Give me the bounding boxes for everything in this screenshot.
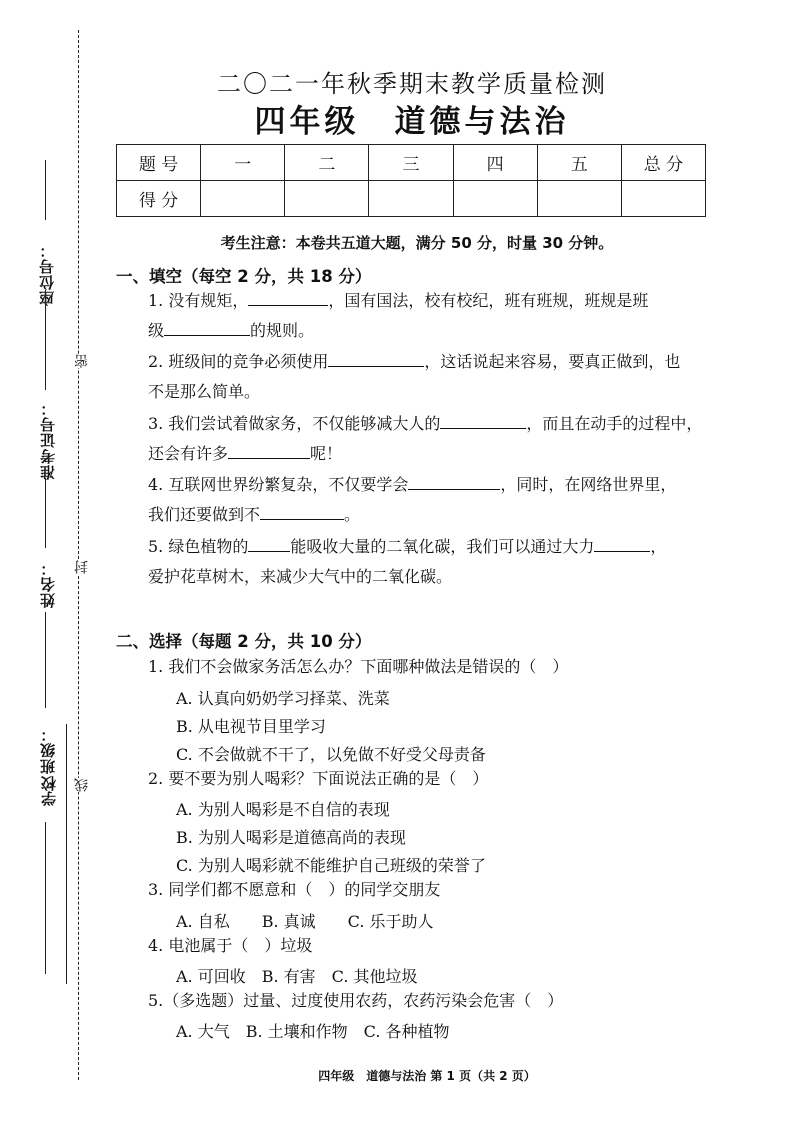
q3-text-b: ，而且在动手的过程中， — [526, 414, 703, 433]
seal-char-mi: 密 — [74, 354, 90, 368]
choice-4-options[interactable]: A. 可回收 B. 有害 C. 其他垃圾 — [176, 967, 418, 986]
school-label: 学校 — [40, 776, 58, 806]
fill-question-3 — [148, 409, 708, 469]
q5-text-d: 爱护花草树木，来减少大气中的二氧化碳。 — [148, 567, 453, 586]
score-header-cell: 四 — [453, 145, 537, 181]
school-rule — [66, 724, 67, 984]
choice-1-option-b[interactable]: B. 从电视节目里学习 — [176, 717, 326, 736]
q1-blank-2[interactable] — [164, 317, 250, 336]
q1-text-c: 级 — [148, 321, 165, 340]
score-header-cell: 五 — [537, 145, 621, 181]
exam-title: 四年级 道德与法治 — [254, 104, 570, 140]
choice-question-4: 4. 电池属于（ ）垃圾 — [148, 936, 313, 955]
name-rule — [45, 612, 46, 708]
choice-1-option-c[interactable]: C. 不会做就不干了，以免做不好受父母责备 — [176, 745, 486, 764]
choice-5-options[interactable]: A. 大气 B. 土壤和作物 C. 各种植物 — [176, 1022, 450, 1041]
seat-number-label: 座位号： — [38, 242, 56, 306]
q3-text-c: 还会有许多 — [148, 444, 229, 463]
score-cell[interactable] — [285, 181, 369, 217]
score-header-cell: 一 — [201, 145, 285, 181]
score-cell[interactable] — [621, 181, 705, 217]
q4-text-c: 我们还要做到不 — [148, 505, 261, 524]
choice-question-1: 1. 我们不会做家务活怎么办？下面哪种做法是错误的（ ） — [148, 657, 569, 676]
q2-text-c: 不是那么简单。 — [148, 382, 261, 401]
score-header-cell: 三 — [369, 145, 453, 181]
exam-number-rule — [45, 478, 46, 548]
choice-question-2: 2. 要不要为别人喝彩？下面说法正确的是（ ） — [148, 769, 489, 788]
choice-3-options[interactable]: A. 自私 B. 真诚 C. 乐于助人 — [176, 912, 434, 931]
q1-text-a: 1. 没有规矩， — [148, 291, 249, 310]
class-rule — [45, 822, 46, 974]
q3-text-d: 呢！ — [310, 444, 343, 463]
q5-blank-1[interactable] — [248, 533, 290, 552]
q3-blank-1[interactable] — [440, 410, 526, 429]
score-cell[interactable] — [537, 181, 621, 217]
q4-text-d: 。 — [344, 505, 361, 524]
score-cell[interactable] — [369, 181, 453, 217]
q2-text-b: ，这话说起来容易，要真正做到，也 — [424, 352, 681, 371]
q5-text-c: ， — [650, 537, 667, 556]
fill-question-2 — [148, 347, 708, 407]
exam-notice: 考生注意：本卷共五道大题，满分 50 分，时量 30 分钟。 — [220, 234, 614, 252]
choice-question-5: 5.（多选题）过量、过度使用农药，农药污染会危害（ ） — [148, 991, 564, 1010]
q5-text-a: 5. 绿色植物的 — [148, 537, 249, 556]
q2-text-a: 2. 班级间的竞争必须使用 — [148, 352, 329, 371]
binding-dashed-line — [78, 30, 79, 1080]
score-table-header-row — [117, 145, 706, 181]
q4-blank-1[interactable] — [408, 471, 500, 490]
seat-number-rule — [45, 160, 46, 220]
seal-char-xian: 线 — [74, 778, 90, 792]
q3-text-a: 3. 我们尝试着做家务，不仅能够减大人的 — [148, 414, 441, 433]
seat-to-exam-rule — [45, 290, 46, 390]
choice-1-option-a[interactable]: A. 认真向奶奶学习择菜、洗菜 — [176, 689, 390, 708]
q5-text-b: 能吸收大量的二氧化碳，我们可以通过大力 — [290, 537, 595, 556]
q3-blank-2[interactable] — [228, 440, 310, 459]
q1-blank-1[interactable] — [248, 287, 328, 306]
score-cell[interactable] — [453, 181, 537, 217]
class-label: 班级： — [39, 726, 57, 774]
fill-question-1 — [148, 286, 708, 346]
section-1-title: 一、填空（每空 2 分，共 18 分） — [116, 267, 372, 286]
name-label: 姓名： — [39, 560, 57, 608]
section-2-title: 二、选择（每题 2 分，共 10 分） — [116, 632, 372, 651]
q4-text-b: ，同时，在网络世界里， — [500, 475, 677, 494]
seal-char-feng: 封 — [74, 560, 90, 574]
q5-blank-2[interactable] — [594, 533, 650, 552]
q2-blank-1[interactable] — [328, 348, 424, 367]
exam-subtitle: 二〇二一年秋季期末教学质量检测 — [217, 70, 607, 98]
page-footer: 四年级 道德与法治 第 1 页（共 2 页） — [318, 1069, 536, 1083]
score-cell[interactable] — [201, 181, 285, 217]
q4-blank-2[interactable] — [260, 501, 344, 520]
exam-number-label: 准考证号： — [39, 400, 57, 480]
choice-2-option-a[interactable]: A. 为别人喝彩是不自信的表现 — [176, 800, 390, 819]
score-header-cell: 二 — [285, 145, 369, 181]
q1-text-b: ，国有国法，校有校纪，班有班规，班规是班 — [328, 291, 649, 310]
choice-2-option-b[interactable]: B. 为别人喝彩是道德高尚的表现 — [176, 828, 406, 847]
q1-text-d: 的规则。 — [250, 321, 315, 340]
choice-question-3: 3. 同学们都不愿意和（ ）的同学交朋友 — [148, 880, 441, 899]
score-table — [116, 144, 706, 217]
choice-2-option-c[interactable]: C. 为别人喝彩就不能维护自己班级的荣誉了 — [176, 856, 486, 875]
fill-question-5 — [148, 532, 708, 592]
score-header-cell: 题 号 — [117, 145, 201, 181]
score-row-label: 得 分 — [117, 181, 201, 217]
score-table-score-row — [117, 181, 706, 217]
score-header-cell: 总 分 — [621, 145, 705, 181]
q4-text-a: 4. 互联网世界纷繁复杂，不仅要学会 — [148, 475, 409, 494]
fill-question-4 — [148, 470, 708, 530]
